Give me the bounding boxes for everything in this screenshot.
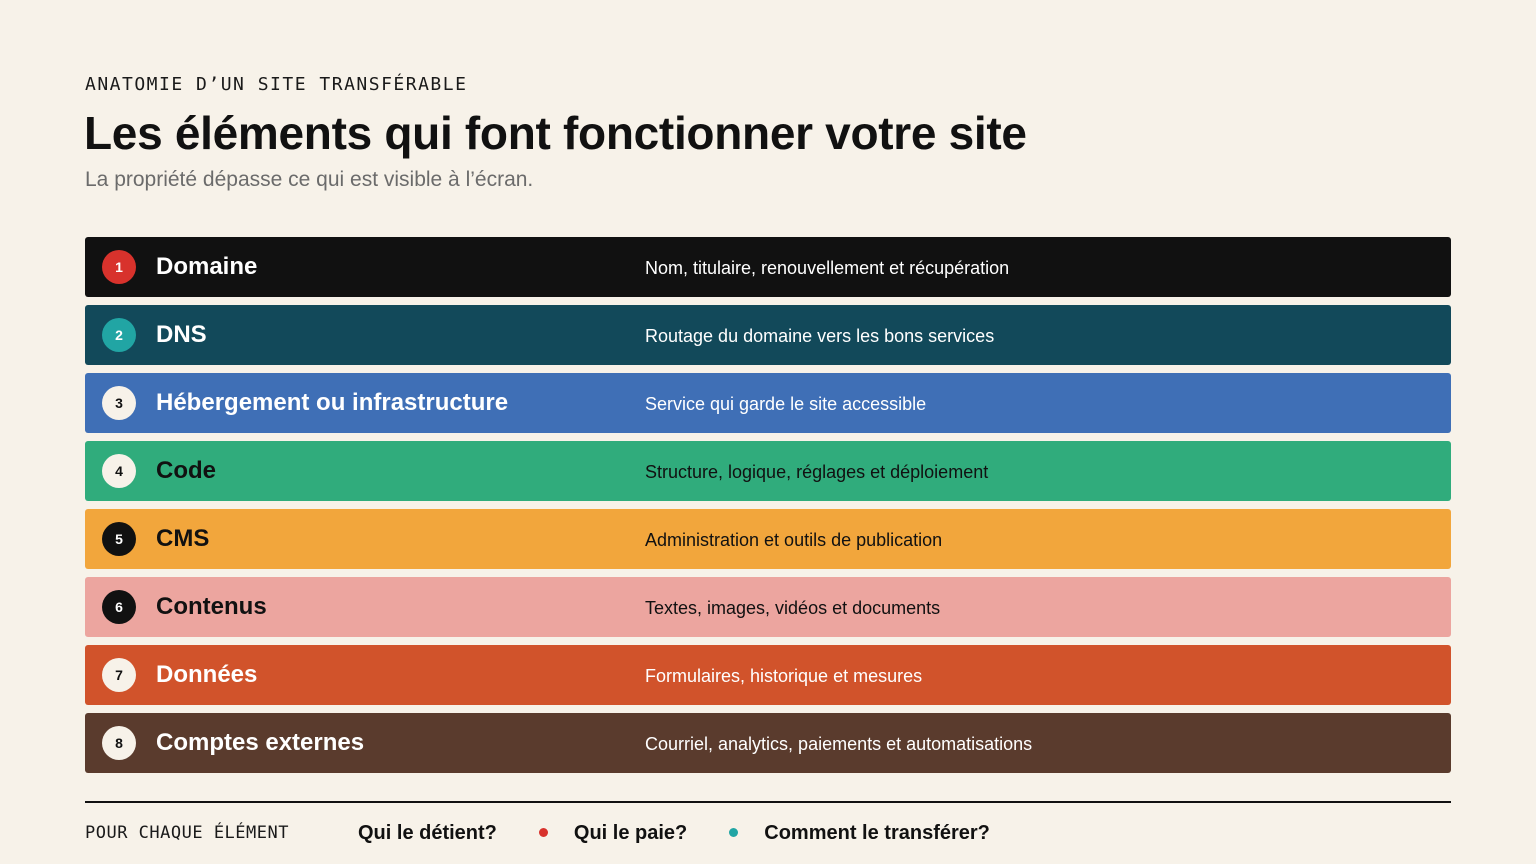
footer-label: POUR CHAQUE ÉLÉMENT bbox=[85, 823, 289, 843]
element-title: CMS bbox=[156, 525, 210, 552]
element-description: Service qui garde le site accessible bbox=[645, 394, 927, 414]
element-description: Formulaires, historique et mesures bbox=[645, 666, 923, 686]
element-list bbox=[85, 237, 1451, 781]
element-row-donnees bbox=[85, 645, 1451, 705]
question-transfer: Comment le transférer? bbox=[764, 821, 990, 844]
teal-dot-icon bbox=[729, 828, 738, 837]
element-row-hebergement bbox=[85, 373, 1451, 433]
element-row-contenus bbox=[85, 577, 1451, 637]
page-title: Les éléments qui font fonctionner votre site bbox=[84, 107, 1027, 159]
element-title: Comptes externes bbox=[156, 729, 365, 756]
number-badge: 8 bbox=[102, 726, 136, 760]
element-title: Domaine bbox=[156, 253, 258, 280]
element-row-dns bbox=[85, 305, 1451, 365]
number-badge: 3 bbox=[102, 386, 136, 420]
page-subtitle: La propriété dépasse ce qui est visible à l’écran. bbox=[85, 168, 534, 191]
element-description: Administration et outils de publication bbox=[645, 530, 943, 550]
number-badge: 5 bbox=[102, 522, 136, 556]
footer-divider bbox=[85, 801, 1451, 803]
element-row-code bbox=[85, 441, 1451, 501]
number-badge: 6 bbox=[102, 590, 136, 624]
element-description: Routage du domaine vers les bons services bbox=[645, 326, 995, 346]
element-row-domaine bbox=[85, 237, 1451, 297]
element-title: Données bbox=[156, 661, 258, 688]
element-title: DNS bbox=[156, 321, 207, 348]
element-row-cms bbox=[85, 509, 1451, 569]
question-payer: Qui le paie? bbox=[573, 821, 688, 844]
number-badge: 2 bbox=[102, 318, 136, 352]
number-badge: 7 bbox=[102, 658, 136, 692]
number-badge: 4 bbox=[102, 454, 136, 488]
footer-questions bbox=[85, 818, 1451, 848]
eyebrow-label: ANATOMIE D’UN SITE TRANSFÉRABLE bbox=[85, 74, 468, 95]
element-description: Textes, images, vidéos et documents bbox=[645, 598, 941, 618]
element-title: Code bbox=[156, 457, 216, 484]
number-badge: 1 bbox=[102, 250, 136, 284]
element-description: Courriel, analytics, paiements et automatisations bbox=[645, 734, 1033, 754]
element-title: Hébergement ou infrastructure bbox=[156, 389, 509, 416]
red-dot-icon bbox=[539, 828, 548, 837]
element-title: Contenus bbox=[156, 593, 267, 620]
element-description: Nom, titulaire, renouvellement et récupération bbox=[645, 258, 1010, 278]
element-description: Structure, logique, réglages et déploiement bbox=[645, 462, 989, 482]
question-owner: Qui le détient? bbox=[358, 821, 497, 844]
element-row-comptes-externes bbox=[85, 713, 1451, 773]
